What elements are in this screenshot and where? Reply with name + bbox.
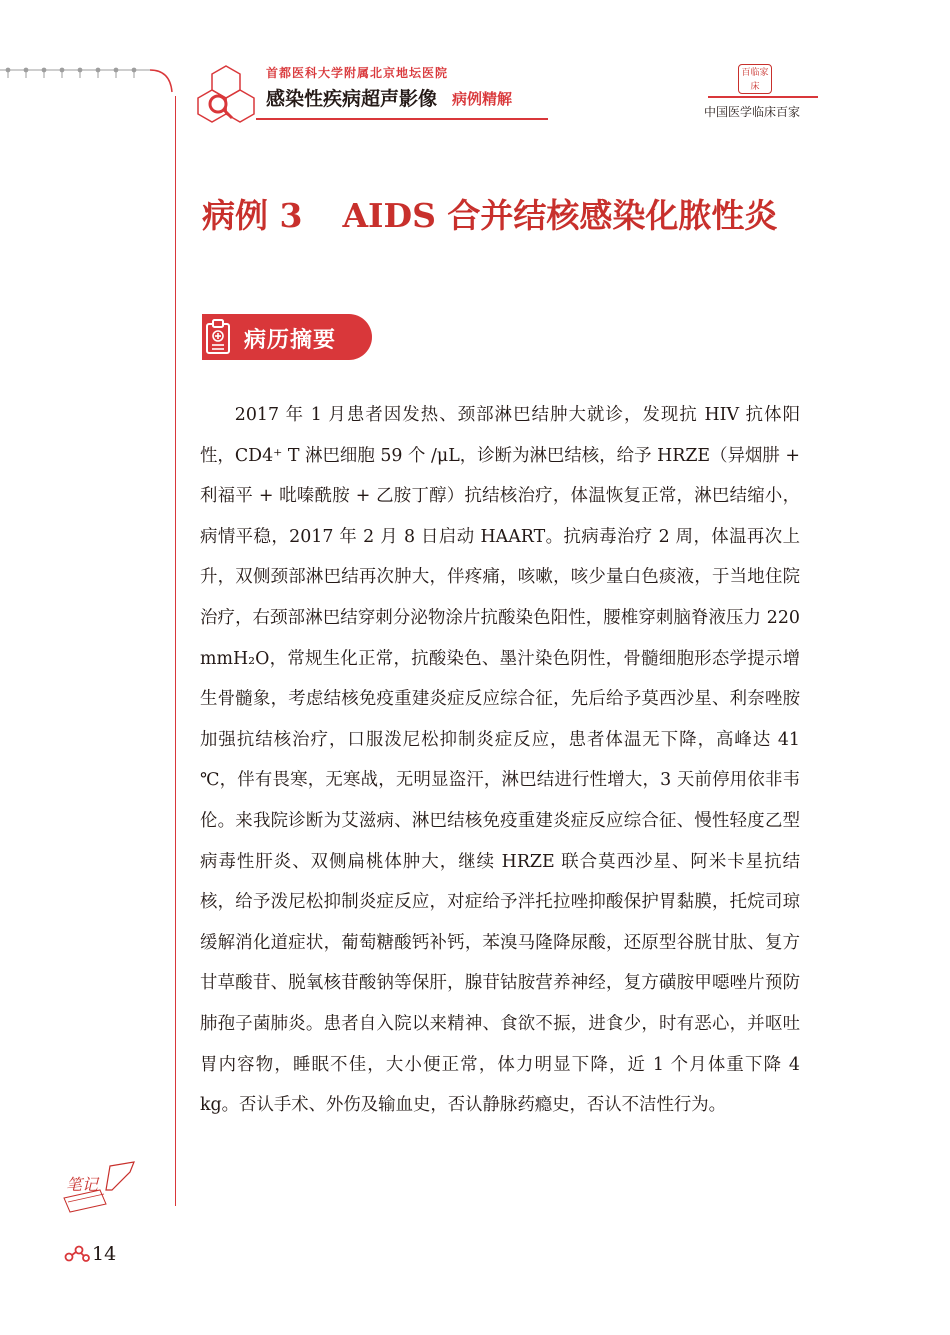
page-number: 14 xyxy=(92,1243,117,1265)
brand-seal: 百临家床 xyxy=(738,64,772,94)
medical-record-icon xyxy=(204,318,232,356)
molecule-icon xyxy=(64,1242,90,1264)
header-rule xyxy=(256,118,548,120)
brand-rule xyxy=(708,96,818,98)
margin-dot-ruler xyxy=(0,60,175,100)
hospital-name: 首都医科大学附属北京地坛医院 xyxy=(266,66,449,80)
series-label: 病例精解 xyxy=(452,90,513,108)
left-margin-rule xyxy=(175,96,176,1206)
case-name: AIDS 合并结核感染化脓性炎 xyxy=(342,196,778,235)
case-number: 病例 3 xyxy=(202,196,303,235)
book-title: 感染性疾病超声影像 xyxy=(266,88,438,110)
brand-name: 中国医学临床百家 xyxy=(704,105,801,119)
notes-label: 笔记 xyxy=(66,1175,99,1194)
case-history-paragraph: 2017 年 1 月患者因发热、颈部淋巴结肿大就诊，发现抗 HIV 抗体阳性，CD4⁺ T 淋巴细胞 59 个 /μL，诊断为淋巴结核，给予 HRZE（异烟肼 + 利福平 + 吡嗪酰胺 + 乙胺丁醇）抗结核治疗，体温恢复正常，淋巴结缩小，病情平稳，2017 年 2 月 8 日启动 HAART。抗病毒治疗 2 周，体温再次上升，双侧颈部淋巴结再次肿大，伴疼痛，咳嗽，咳少量白色痰液，于当地住院治疗，右颈部淋巴结穿刺分泌物涂片抗酸染色阳性，腰椎穿刺脑脊液压力 220 mmH₂O，常规生化正常，抗酸染色、墨汁染色阴性，骨髓细胞形态学提示增生骨髓象，考虑结核免疫重建炎症反应综合征，先后给予莫西沙星、利奈唑胺加强抗结核治疗，口服泼尼松抑制炎症反应，患者体温无下降，高峰达 41 ℃，伴有畏寒，无寒战，无明显盗汗，淋巴结进行性增大，3 天前停用依非韦伦。来我院诊断为艾滋病、淋巴结核免疫重建炎症反应综合征、慢性轻度乙型病毒性肝炎、双侧扁桃体肿大，继续 HRZE 联合莫西沙星、阿米卡星抗结核，给予泼尼松抑制炎症反应，对症给予泮托拉唑抑酸保护胃黏膜，托烷司琼缓解消化道症状，葡萄糖酸钙补钙，苯溴马隆降尿酸，还原型谷胱甘肽、复方甘草酸苷、脱氧核苷酸钠等保肝，腺苷钴胺营养神经，复方磺胺甲噁唑片预防肺孢子菌肺炎。患者自入院以来精神、食欲不振，进食少，时有恶心，并呕吐胃内容物，睡眠不佳，大小便正常，体力明显下降，近 1 个月体重下降 4 kg。否认手术、外伤及输血史，否认静脉药瘾史，否认不洁性行为。 xyxy=(200,405,800,1116)
case-history-body xyxy=(200,395,800,1126)
case-title xyxy=(202,190,777,237)
notes-pen-icon xyxy=(60,1160,140,1220)
section-label: 病历摘要 xyxy=(244,328,337,353)
hexagon-magnifier-icon xyxy=(196,64,256,134)
